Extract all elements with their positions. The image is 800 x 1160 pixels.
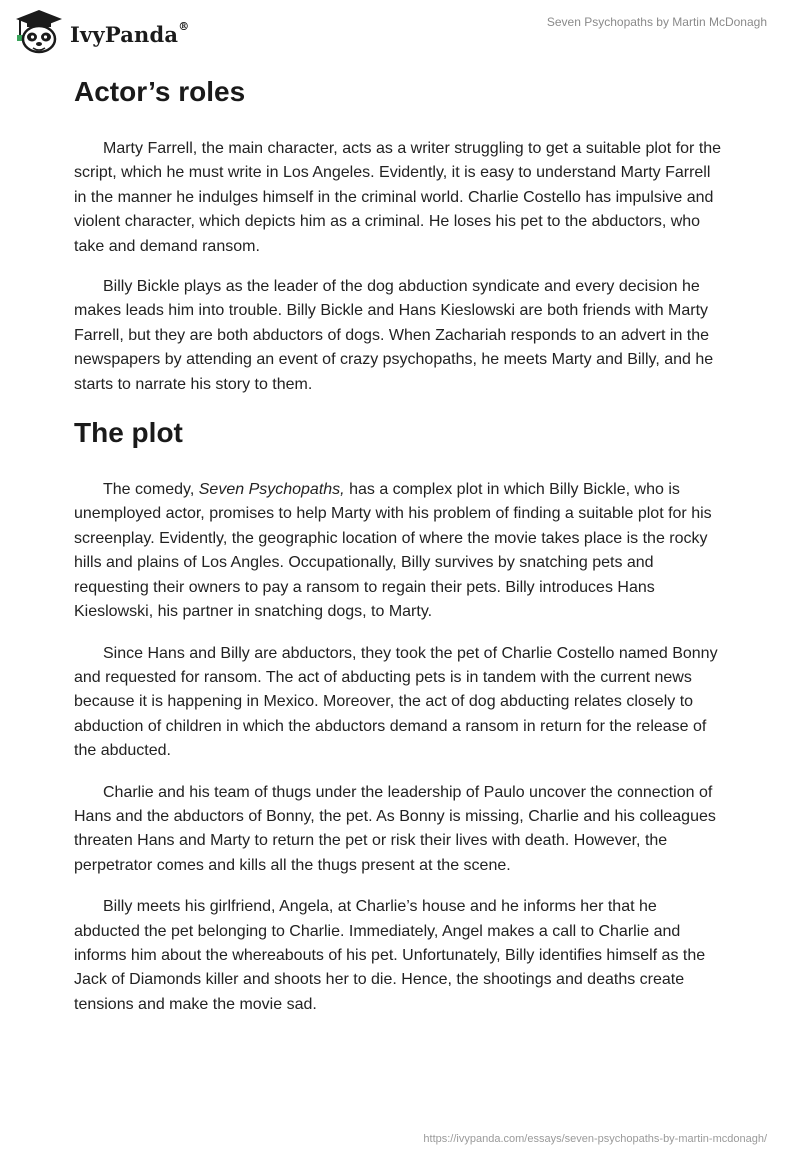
document-title: Seven Psychopaths by Martin McDonagh bbox=[546, 15, 767, 29]
paragraph: Billy Bickle plays as the leader of the dog abduction syndicate and every decision he makes leads him into trouble. Billy Bickle and Hans Kieslowski are both friends with Marty Farrell, but they are both abductors of dogs. When Zachariah responds to an advert in the newspapers by attending an event of crazy psychopaths, he meets Marty and Billy, and he starts to narrate his story to them. bbox=[74, 278, 714, 393]
article-body bbox=[74, 72, 724, 1017]
page-header bbox=[0, 0, 800, 70]
section-actors-roles bbox=[74, 137, 724, 397]
paragraph: The comedy, Seven Psychopaths, has a complex plot in which Billy Bickle, who is unemployed actor, promises to help Marty with his problem of finding a suitable plot for his screenplay. Evidently, the geographic location of where the movie takes place is the rocky hills and plains of Los Angles. Occupationally, Billy survives by snatching pets and requesting their owners to pay a ransom to regain their pets. Billy introduces Hans Kieslowski, his partner in snatching dogs, to Marty. bbox=[74, 481, 712, 621]
footer-url-link[interactable]: https://ivypanda.com/essays/seven-psychopaths-by-martin-mcdonagh/ bbox=[423, 1133, 767, 1145]
section-the-plot bbox=[74, 478, 724, 1017]
paragraph: Charlie and his team of thugs under the leadership of Paulo uncover the connection of Hans and the abductors of Bonny, the pet. As Bonny is missing, Charlie and his colleagues threaten Hans and Marty to return the pet or risk their lives with death. However, the perpetrator comes and kills all the thugs present at the scene. bbox=[74, 783, 716, 874]
panda-graduate-icon bbox=[14, 8, 64, 54]
logo-text: IvyPanda® bbox=[70, 19, 190, 47]
paragraph: Billy meets his girlfriend, Angela, at Charlie’s house and he informs her that he abducted the pet belonging to Charlie. Immediately, Angel makes a call to Charlie and informs him about the whereabouts of his pet. Unfortunately, Billy identifies himself as the Jack of Diamonds killer and shoots her to die. Hence, the shootings and deaths create tensions and make the movie sad. bbox=[74, 898, 706, 1013]
paragraph: Since Hans and Billy are abductors, they took the pet of Charlie Costello named Bonny and requested for ransom. The act of abducting pets is in tandem with the current news because it is happening in Mexico. Moreover, the act of dog abducting relates closely to abduction of children in which the abductors demand a ransom in return for the release of the abducted. bbox=[74, 644, 718, 760]
section-heading-actors-roles: Actor’s roles bbox=[74, 76, 246, 107]
section-heading-the-plot: The plot bbox=[74, 417, 183, 449]
ivypanda-logo[interactable] bbox=[14, 8, 189, 54]
movie-title-italic: Seven Psychopaths, bbox=[198, 481, 345, 499]
paragraph: Marty Farrell, the main character, acts as a writer struggling to get a suitable plot for the script, which he must write in Los Angeles. Evidently, it is easy to understand Marty Farrell in the manner he indulges himself in the criminal world. Charlie Costello has impulsive and violent character, which depicts him as a criminal. He loses his pet to the abductors, who take and demand ransom. bbox=[74, 140, 722, 255]
